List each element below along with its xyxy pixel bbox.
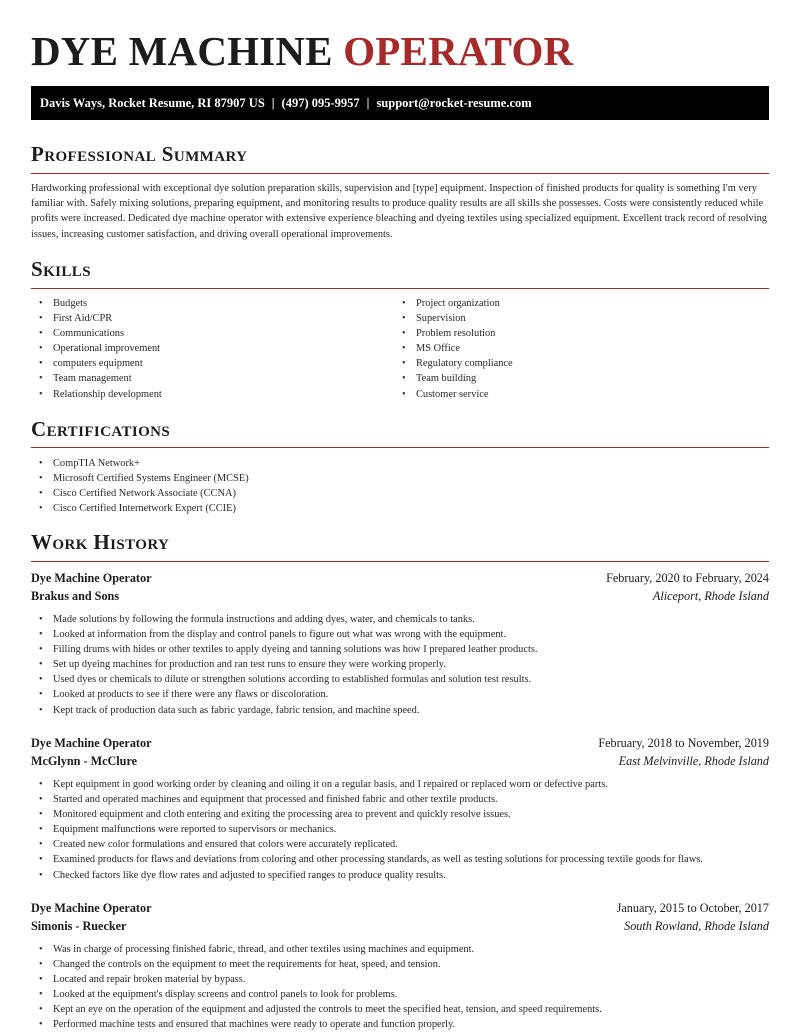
job-duty-item: • Equipment malfunctions were reported to supervisors or mechanics. <box>31 822 771 837</box>
job-duty-item: • Made solutions by following the formula instructions and adding dyes, water, and chemicals to tanks. <box>31 612 771 627</box>
job-duty-item: • Kept equipment in good working order by cleaning and oiling it on a regular basis, and I repaired or replaced worn or defective parts. <box>31 777 771 792</box>
skill-item: • Problem resolution <box>394 326 754 341</box>
skills-list-right <box>394 296 754 402</box>
job-duties-list <box>31 612 771 718</box>
job-location: Aliceport, Rhode Island <box>652 589 769 603</box>
work-heading: Work History <box>31 530 170 554</box>
job-duty-item: • Examined products for flaws and deviations from coloring and other processing standards, as well as testing solutions for processing textile goods for flaws. <box>31 852 771 867</box>
job-duty-item: • Started and operated machines and equipment that processed and finished fabric and other textile products. <box>31 792 771 807</box>
skill-item: • Customer service <box>394 387 754 402</box>
contact-bar <box>31 86 769 120</box>
skill-item: • Relationship development <box>31 387 391 402</box>
summary-heading: Professional Summary <box>31 142 248 166</box>
job-duty-item: • Kept track of production data such as fabric yardage, fabric tension, and machine speed. <box>31 703 771 718</box>
skill-item: • Team building <box>394 371 754 386</box>
skill-item: • Operational improvement <box>31 341 391 356</box>
resume-name <box>31 28 573 74</box>
job-company: McGlynn - McClure <box>31 754 138 768</box>
job-company-row <box>31 917 769 935</box>
contact-separator: | <box>271 96 275 110</box>
certification-item: • Cisco Certified Network Associate (CCNA) <box>31 486 531 501</box>
job-duty-item: • Monitored equipment and cloth entering and exiting the processing area to prevent and quickly resolve issues. <box>31 807 771 822</box>
job-duties-list <box>31 942 771 1033</box>
job-duty-item: • Used dyes or chemicals to dilute or strengthen solutions according to established formulas and solution test results. <box>31 672 771 687</box>
job-title-row <box>31 899 769 917</box>
job-duty-item: • Located and repair broken material by bypass. <box>31 972 771 987</box>
job-company: Brakus and Sons <box>31 589 120 603</box>
job-location: East Melvinville, Rhode Island <box>618 754 769 768</box>
skill-item: • First Aid/CPR <box>31 311 391 326</box>
job-location: South Rowland, Rhode Island <box>624 919 769 933</box>
job-dates: February, 2020 to February, 2024 <box>606 571 769 585</box>
summary-section-header <box>31 141 769 174</box>
certifications-heading: Certifications <box>31 417 171 441</box>
job-duty-item: • Looked at information from the display and control panels to figure out what was wrong with the equipment. <box>31 627 771 642</box>
work-section-header <box>31 529 769 562</box>
certification-item: • CompTIA Network+ <box>31 456 531 471</box>
job-title: Dye Machine Operator <box>31 901 152 915</box>
name-last-part: OPERATOR <box>343 28 574 74</box>
job-duty-item: • Looked at the equipment's display screens and control panels to look for problems. <box>31 987 771 1002</box>
job-dates: January, 2015 to October, 2017 <box>616 901 769 915</box>
job-duty-item: • Set up dyeing machines for production and ran test runs to ensure they were working properly. <box>31 657 771 672</box>
job-duty-item: • Was in charge of processing finished fabric, thread, and other textiles using machines and equipment. <box>31 942 771 957</box>
job-duty-item: • Looked at products to see if there were any flaws or discoloration. <box>31 687 771 702</box>
skill-item: • Team management <box>31 371 391 386</box>
job-company-row <box>31 587 769 605</box>
skill-item: • Communications <box>31 326 391 341</box>
skill-item: • Budgets <box>31 296 391 311</box>
job-duty-item: • Created new color formulations and ensured that colors were accurately replicated. <box>31 837 771 852</box>
job-title-row <box>31 569 769 587</box>
job-title: Dye Machine Operator <box>31 571 152 585</box>
contact-separator: | <box>366 96 370 110</box>
job-title: Dye Machine Operator <box>31 736 152 750</box>
summary-text: Hardworking professional with exceptional dye solution preparation skills, supervision and [type] equipment. Inspection of finished products for quality is something I'm very familiar with. Safely mixing solutions, preparing equipment, and monitoring results to produce quality results are all skills she possesses. Costs were consistently reduced while profits were increased. Dedicated dye machine operator with extensive experience bleaching and dyeing textiles using specialized equipment. Excellent track record of resolving issues, increasing customer satisfaction, and driving overall operational improvements. <box>31 183 767 240</box>
job-company: Simonis - Ruecker <box>31 919 127 933</box>
job-company-row <box>31 752 769 770</box>
job-duty-item: • Performed machine tests and ensured that machines were ready to operate and function properly. <box>31 1017 771 1032</box>
skills-section-header <box>31 256 769 289</box>
name-first-part: DYE MACHINE <box>31 28 333 74</box>
contact-phone[interactable]: (497) 095-9957 <box>281 96 360 110</box>
job-title-row <box>31 734 769 752</box>
certifications-list <box>31 456 531 516</box>
job-duty-item: • Filling drums with hides or other textiles to apply dyeing and tanning solutions was how I prepared leather products. <box>31 642 771 657</box>
skills-heading: Skills <box>31 257 91 281</box>
job-duty-item: • Changed the controls on the equipment to meet the requirements for heat, speed, and tension. <box>31 957 771 972</box>
job-duty-item: • Checked factors like dye flow rates and adjusted to specified ranges to produce quality results. <box>31 868 771 883</box>
contact-email[interactable]: support@rocket-resume.com <box>376 96 532 110</box>
skill-item: • computers equipment <box>31 356 391 371</box>
job-dates: February, 2018 to November, 2019 <box>598 736 769 750</box>
skill-item: • Project organization <box>394 296 754 311</box>
skill-item: • Regulatory compliance <box>394 356 754 371</box>
job-duty-item: • Kept an eye on the operation of the equipment and adjusted the controls to meet the specified heat, tension, and speed requirements. <box>31 1002 771 1017</box>
job-duties-list <box>31 777 771 883</box>
certifications-section-header <box>31 416 769 448</box>
skill-item: • MS Office <box>394 341 754 356</box>
skills-list-left <box>31 296 391 402</box>
contact-address: Davis Ways, Rocket Resume, RI 87907 US <box>40 96 265 110</box>
certification-item: • Microsoft Certified Systems Engineer (MCSE) <box>31 471 531 486</box>
skill-item: • Supervision <box>394 311 754 326</box>
certification-item: • Cisco Certified Internetwork Expert (CCIE) <box>31 501 531 516</box>
